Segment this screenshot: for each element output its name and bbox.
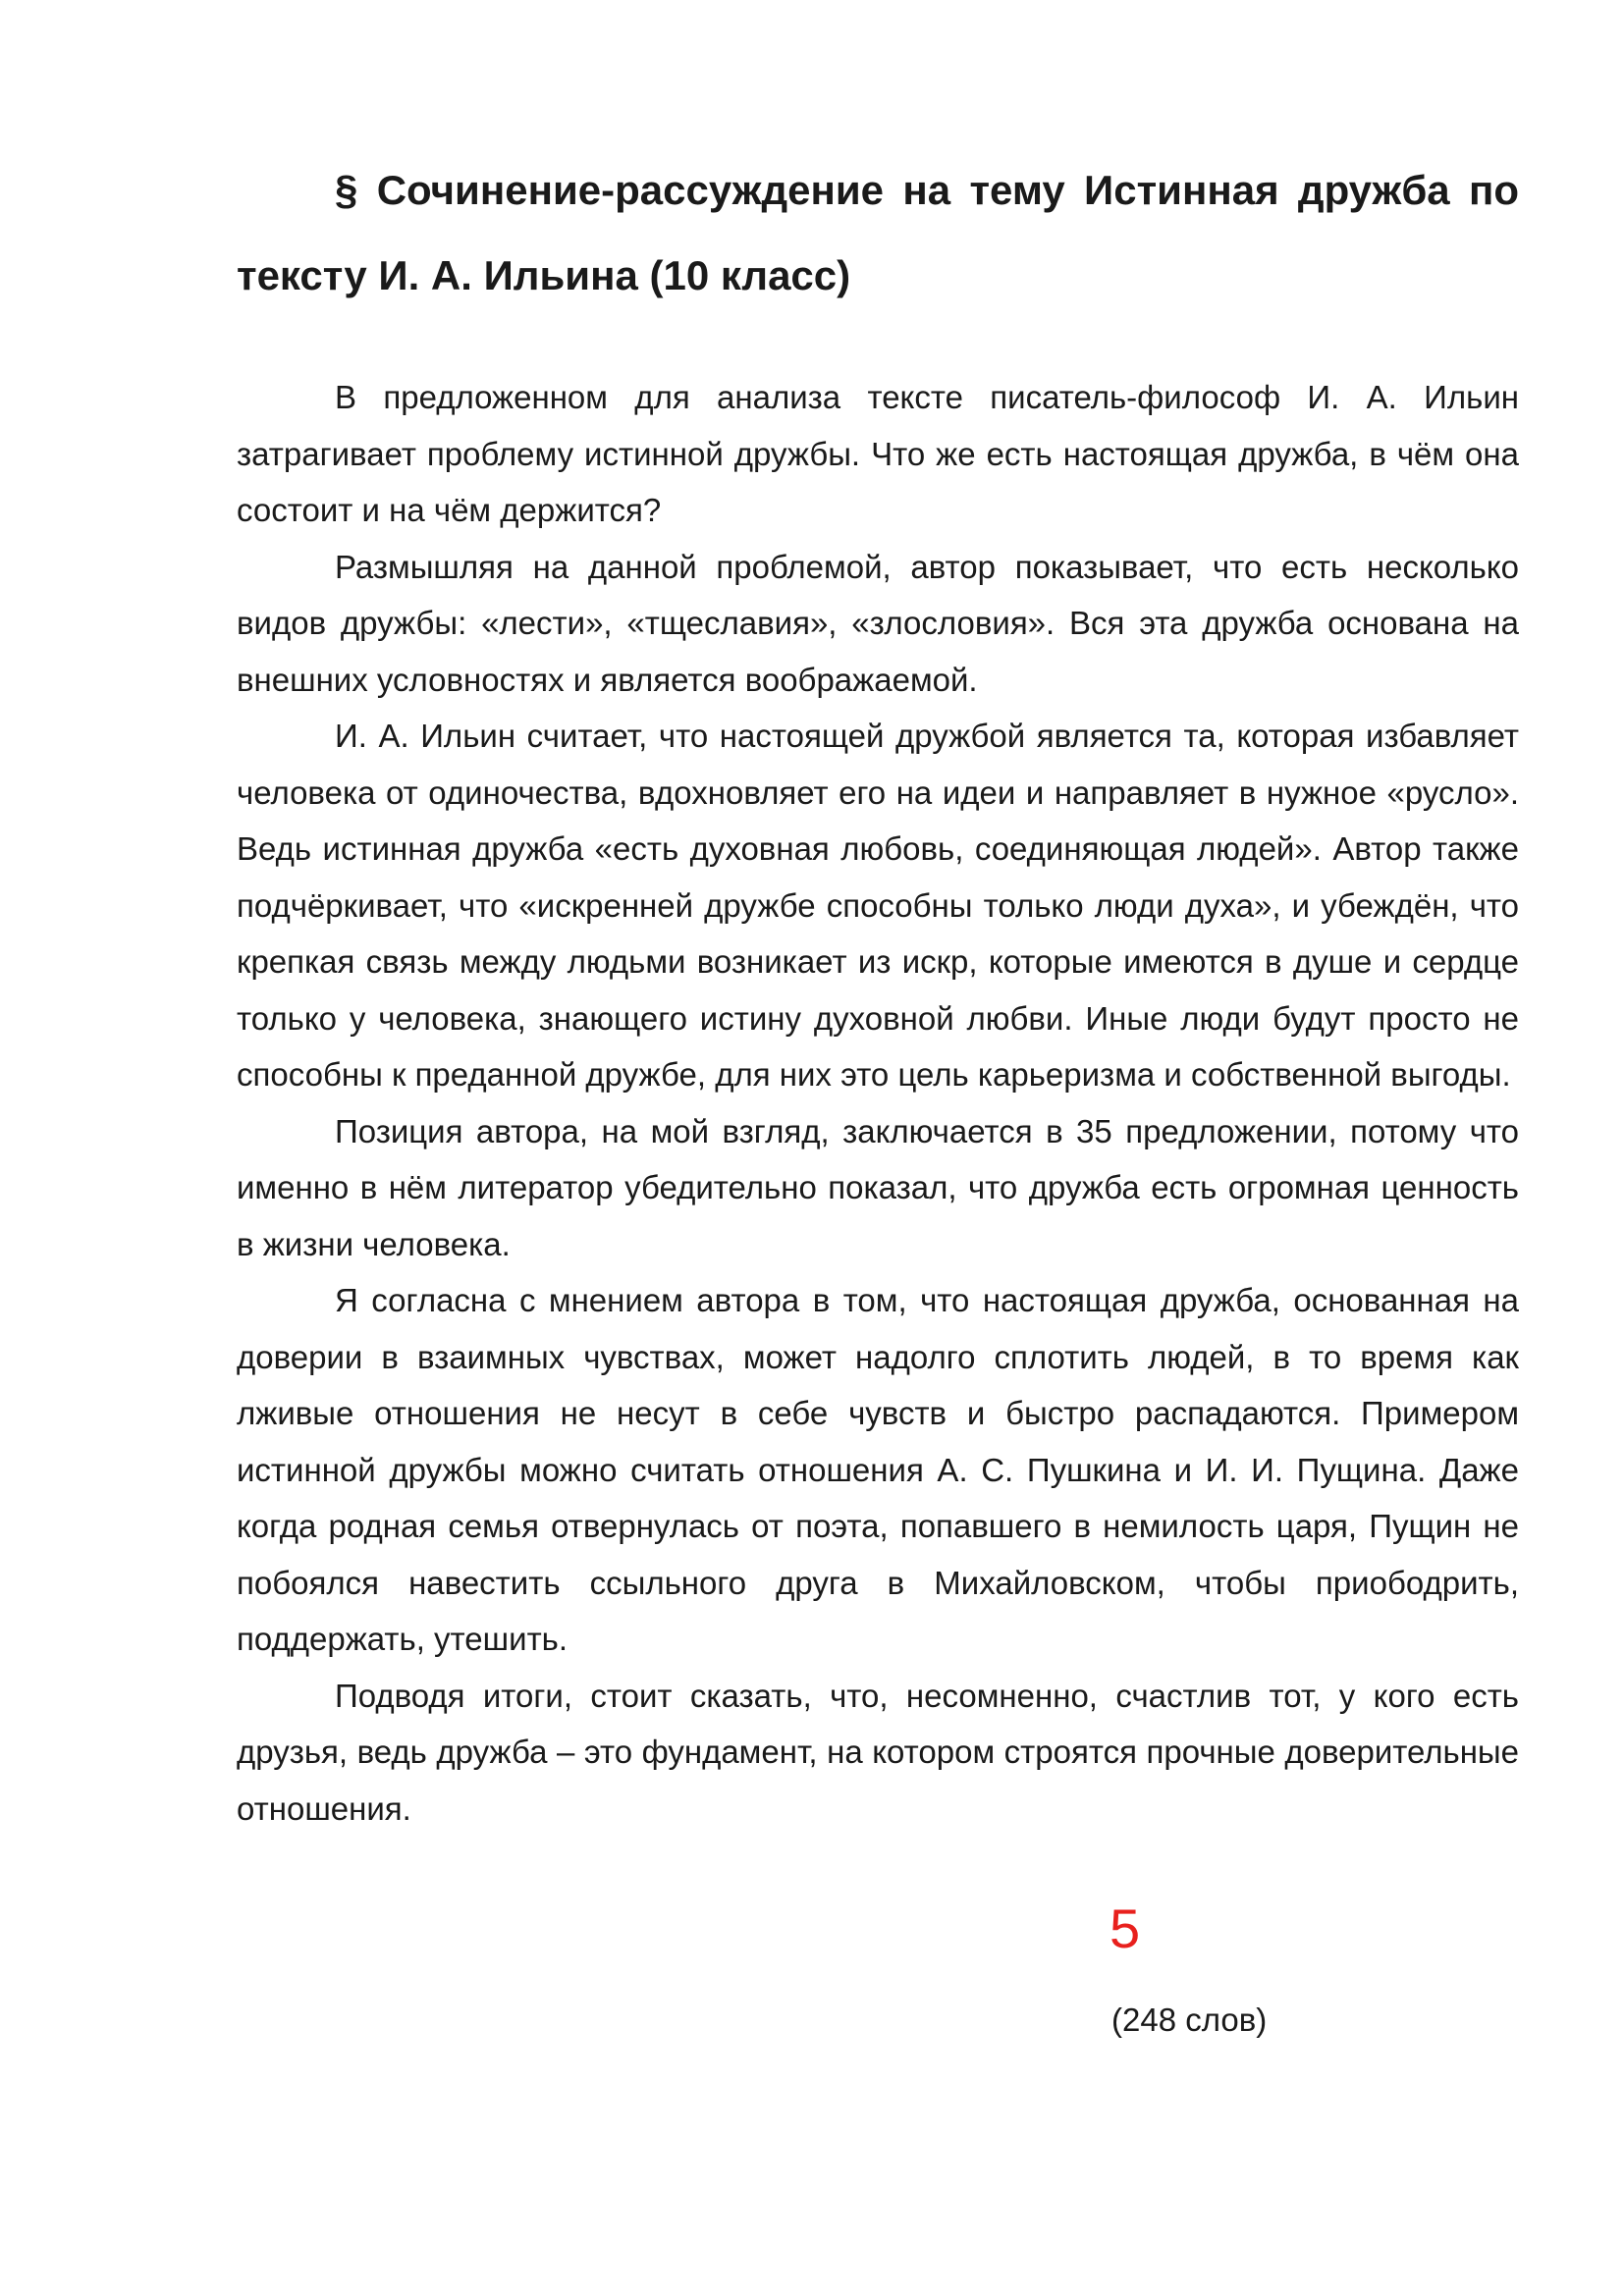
grade-mark: 5 bbox=[1110, 1897, 1141, 1959]
essay-body bbox=[237, 369, 1519, 1837]
paragraph-kinds-of-friendship: Размышляя на данной проблемой, автор показывает, что есть несколько видов дружбы: «лести», «тщеславия», «злословия». Вся эта дружба основана на внешних условностях и является воображаемой. bbox=[237, 548, 1519, 698]
essay-title: § Сочинение-рассуждение на тему Истинная дружба по тексту И. А. Ильина (10 класс) bbox=[237, 167, 1519, 298]
paragraph-conclusion: Подводя итоги, стоит сказать, что, несомненно, счастлив тот, у кого есть друзья, ведь дружба – это фундамент, на котором строятся прочные доверительные отношения. bbox=[237, 1677, 1519, 1827]
paragraph-intro: В предложенном для анализа тексте писатель-философ И. А. Ильин затрагивает проблему истинной дружбы. Что же есть настоящая дружба, в чём она состоит и на чём держится? bbox=[237, 379, 1519, 528]
paragraph-argument: Я согласна с мнением автора в том, что настоящая дружба, основанная на доверии в взаимных чувствах, может надолго сплотить людей, в то время как лживые отношения не несут в себе чувств и быстро распадаются. Примером истинной дружбы можно считать отношения А. С. Пушкина и И. И. Пущина. Даже когда родная семья отвернулась от поэта, попавшего в немилость царя, Пущин не побоялся навестить ссыльного друга в Михайловском, чтобы приободрить, поддержать, утешить. bbox=[237, 1282, 1519, 1657]
paragraph-author-position: Позиция автора, на мой взгляд, заключается в 35 предложении, потому что именно в нём литератор убедительно показал, что дружба есть огромная ценность в жизни человека. bbox=[237, 1112, 1519, 1262]
essay-content bbox=[237, 147, 1519, 1837]
paragraph-author-view: И. А. Ильин считает, что настоящей дружбой является та, которая избавляет человека от одиночества, вдохновляет его на идеи и направляет в нужное «русло». Ведь истинная дружба «есть духовная любовь, соединяющая людей». Автор также подчёркивает, что «искренней дружбе способны только люди духа», и убеждён, что крепкая связь между людьми возникает из искр, которые имеются в душе и сердце только у человека, знающего истину духовной любви. Иные люди будут просто не способны к преданной дружбе, для них это цель карьеризма и собственной выгоды. bbox=[237, 718, 1519, 1093]
word-count: (248 слов) bbox=[1111, 2002, 1268, 2038]
